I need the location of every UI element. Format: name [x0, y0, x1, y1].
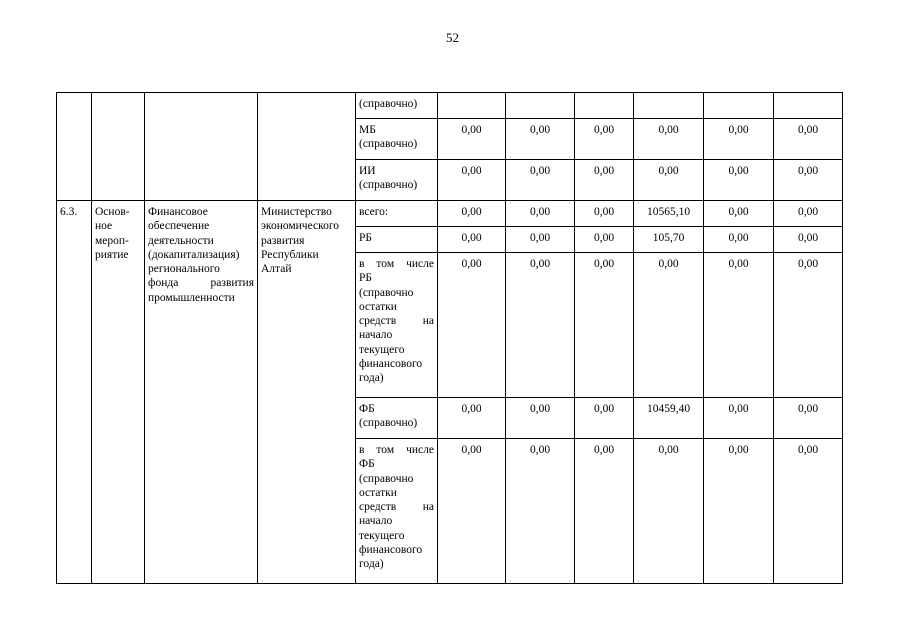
- value-cell: [575, 439, 634, 584]
- value-cell: [634, 93, 704, 119]
- source-line: (справочно: [359, 472, 414, 485]
- value-cell: [634, 119, 704, 160]
- value-cell: [575, 119, 634, 160]
- source-line: ИИ: [359, 165, 376, 177]
- value-text: 0,00: [728, 165, 749, 177]
- table-row: [57, 93, 843, 119]
- value-text: 0,00: [658, 444, 679, 456]
- source-cell: [356, 160, 438, 201]
- source-cell: [356, 201, 438, 227]
- item-name-line: Финансовое: [148, 206, 208, 218]
- value-text: 0,00: [797, 232, 819, 244]
- value-cell: [774, 253, 843, 398]
- value-text: 0,00: [658, 258, 679, 270]
- value-text: 0,00: [658, 165, 679, 177]
- value-text: 0,00: [728, 124, 749, 136]
- value-cell: [774, 439, 843, 584]
- item-type: [92, 201, 145, 584]
- source-line: текущего: [359, 343, 405, 356]
- value-text: 0,00: [461, 444, 482, 456]
- value-cell: [506, 201, 575, 227]
- value-cell: [575, 253, 634, 398]
- value-cell: [704, 253, 774, 398]
- item-executor: [258, 201, 356, 584]
- value-cell: [438, 398, 506, 439]
- source-cell: [356, 93, 438, 119]
- source-line: остатки: [359, 300, 397, 313]
- value-text: 0,00: [728, 444, 749, 456]
- source-line: (справочно): [359, 138, 418, 151]
- item-executor-line: экономического: [261, 220, 340, 233]
- value-text: 0,00: [461, 258, 482, 270]
- value-cell: [704, 227, 774, 253]
- value-cell: [704, 119, 774, 160]
- item-number: 6.3.: [57, 201, 92, 584]
- value-cell: [634, 227, 704, 253]
- value-cell: [438, 93, 506, 119]
- page-number: 52: [446, 30, 459, 45]
- item-executor-line: Министерство: [261, 206, 332, 218]
- value-cell: [704, 439, 774, 584]
- item-name: [145, 201, 258, 584]
- item-type-line: риятие: [95, 248, 129, 261]
- table-row: [57, 201, 843, 227]
- value-cell: [506, 253, 575, 398]
- source-cell: [356, 119, 438, 160]
- value-cell: [774, 227, 843, 253]
- value-text: 0,00: [461, 206, 482, 218]
- source-line: текущего: [359, 529, 405, 542]
- source-cell: [356, 439, 438, 584]
- value-cell: [774, 93, 843, 119]
- value-text: 0,00: [529, 258, 551, 270]
- value-text: 0,00: [593, 206, 615, 218]
- item-name-line: обеспечение: [148, 220, 210, 233]
- item-name-line: фонда развития: [148, 277, 254, 290]
- value-cell: [506, 227, 575, 253]
- value-text: 10565,10: [646, 206, 691, 218]
- value-cell: [575, 160, 634, 201]
- source-line: средств на: [359, 501, 434, 514]
- value-cell: [438, 160, 506, 201]
- source-line: ФБ: [359, 458, 375, 471]
- value-cell: [634, 201, 704, 227]
- item-name-line: (докапитализация): [148, 248, 240, 261]
- empty-merged-cell: [258, 93, 356, 201]
- source-cell: [356, 253, 438, 398]
- item-executor-line: Алтай: [261, 263, 292, 276]
- value-text: 0,00: [529, 165, 551, 177]
- value-cell: [774, 119, 843, 160]
- source-cell: [356, 398, 438, 439]
- source-line: начало: [359, 515, 393, 528]
- value-cell: [704, 201, 774, 227]
- value-cell: [575, 201, 634, 227]
- value-text: 0,00: [593, 124, 615, 136]
- value-text: 0,00: [593, 403, 615, 415]
- value-cell: [438, 253, 506, 398]
- value-text: 0,00: [797, 403, 819, 415]
- source-line: МБ: [359, 124, 376, 136]
- item-type-line: ное: [95, 220, 113, 233]
- budget-table: [56, 92, 843, 584]
- value-cell: [774, 398, 843, 439]
- value-cell: [634, 253, 704, 398]
- item-name-line: промышленности: [148, 291, 235, 304]
- value-cell: [438, 119, 506, 160]
- value-cell: [506, 119, 575, 160]
- value-cell: [774, 201, 843, 227]
- value-text: 0,00: [797, 124, 819, 136]
- value-text: 0,00: [593, 444, 615, 456]
- value-text: 0,00: [797, 165, 819, 177]
- value-cell: [704, 398, 774, 439]
- item-executor-line: Республики: [261, 248, 319, 261]
- source-line: финансового: [359, 544, 423, 557]
- item-executor-line: развития: [261, 234, 305, 247]
- value-text: 0,00: [461, 165, 482, 177]
- item-name-line: деятельности: [148, 234, 214, 247]
- source-line: года): [359, 372, 384, 385]
- value-text: 0,00: [593, 258, 615, 270]
- source-cell: [356, 227, 438, 253]
- value-text: 10459,40: [646, 403, 691, 415]
- value-cell: [438, 227, 506, 253]
- value-cell: [506, 160, 575, 201]
- source-line: (справочно): [359, 179, 418, 192]
- value-text: 0,00: [461, 403, 482, 415]
- value-text: 0,00: [797, 206, 819, 218]
- item-name-line: регионального: [148, 263, 220, 276]
- value-text: 105,70: [652, 232, 685, 244]
- value-cell: [506, 398, 575, 439]
- source-line: (справочно): [359, 98, 418, 110]
- value-text: 0,00: [728, 206, 749, 218]
- empty-merged-cell: [145, 93, 258, 201]
- value-text: 0,00: [593, 232, 615, 244]
- value-cell: [506, 93, 575, 119]
- source-line: в том числе: [359, 258, 434, 270]
- value-text: 0,00: [728, 258, 749, 270]
- item-type-line: Основ-: [95, 206, 130, 218]
- value-text: 0,00: [797, 258, 819, 270]
- value-cell: [575, 93, 634, 119]
- value-cell: [634, 439, 704, 584]
- value-text: 0,00: [728, 232, 749, 244]
- value-cell: [704, 93, 774, 119]
- value-text: 0,00: [529, 232, 551, 244]
- value-text: 0,00: [529, 124, 551, 136]
- value-text: 0,00: [461, 124, 482, 136]
- value-cell: [506, 439, 575, 584]
- value-text: 0,00: [797, 444, 819, 456]
- source-line: РБ: [359, 232, 372, 244]
- source-line: (справочно: [359, 286, 414, 299]
- value-cell: [575, 227, 634, 253]
- value-text: 0,00: [728, 403, 749, 415]
- value-cell: [774, 160, 843, 201]
- source-line: начало: [359, 329, 393, 342]
- empty-merged-cell: [57, 93, 92, 201]
- value-text: 0,00: [593, 165, 615, 177]
- source-line: средств на: [359, 315, 434, 328]
- empty-merged-cell: [92, 93, 145, 201]
- source-line: РБ: [359, 272, 372, 285]
- value-text: 0,00: [461, 232, 482, 244]
- source-line: остатки: [359, 486, 397, 499]
- value-cell: [575, 398, 634, 439]
- value-cell: [438, 439, 506, 584]
- value-cell: [438, 201, 506, 227]
- value-text: 0,00: [658, 124, 679, 136]
- source-line: в том числе: [359, 444, 434, 456]
- source-line: (справочно): [359, 417, 418, 430]
- source-line: всего:: [359, 206, 389, 218]
- item-type-line: мероп-: [95, 234, 129, 247]
- source-line: ФБ: [359, 403, 375, 415]
- source-line: финансового: [359, 358, 423, 371]
- value-text: 0,00: [529, 444, 551, 456]
- value-cell: [704, 160, 774, 201]
- source-line: года): [359, 558, 384, 571]
- value-cell: [634, 160, 704, 201]
- value-text: 0,00: [529, 206, 551, 218]
- value-text: 0,00: [529, 403, 551, 415]
- value-cell: [634, 398, 704, 439]
